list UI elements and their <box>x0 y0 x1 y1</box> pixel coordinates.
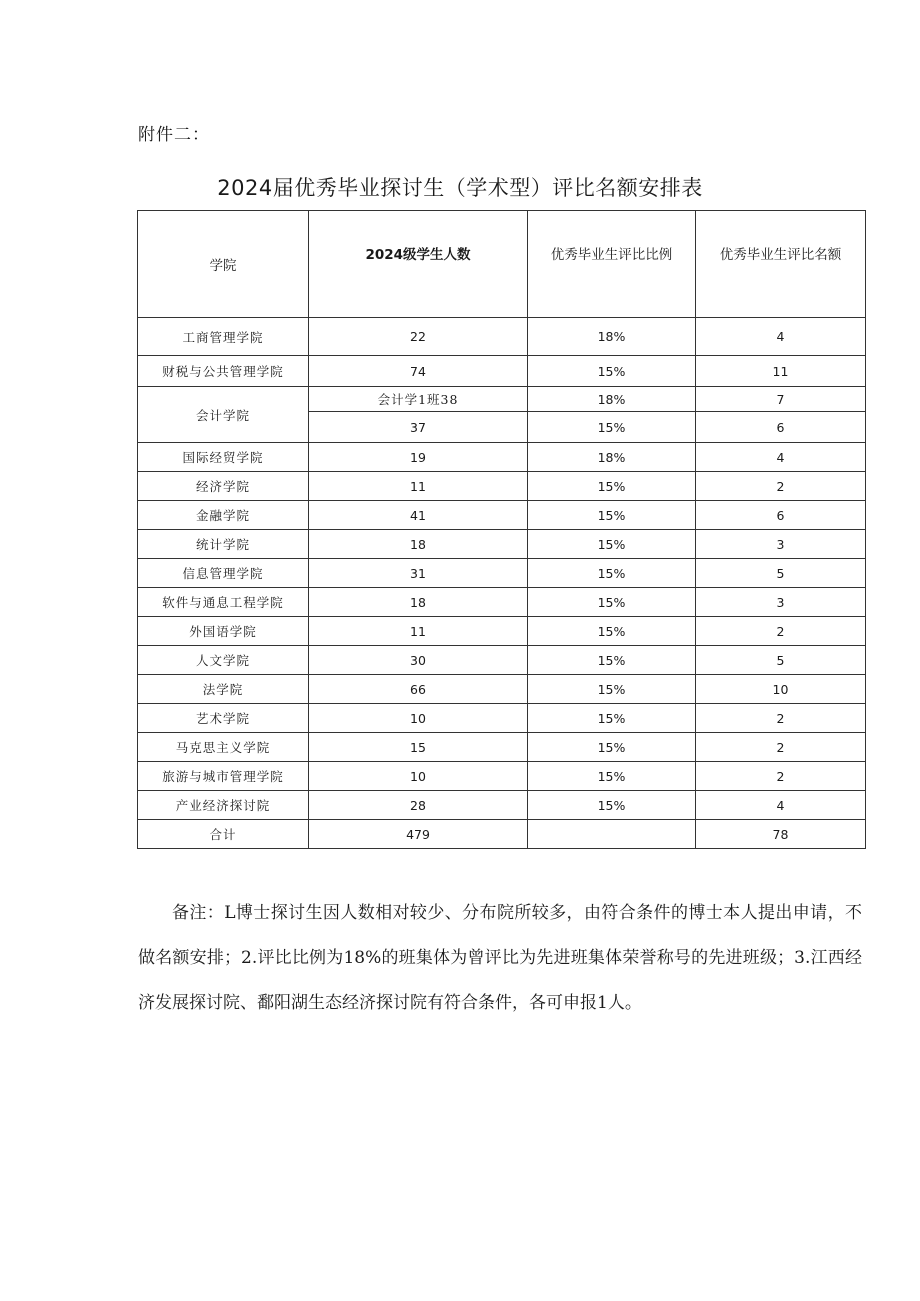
college-cell: 经济学院 <box>138 472 309 501</box>
count-cell: 11 <box>309 617 528 646</box>
count-cell: 18 <box>309 530 528 559</box>
ratio-cell: 18% <box>528 318 696 356</box>
count-cell: 18 <box>309 588 528 617</box>
college-cell: 艺术学院 <box>138 704 309 733</box>
count-cell: 66 <box>309 675 528 704</box>
ratio-cell: 15% <box>528 356 696 387</box>
count-cell: 10 <box>309 704 528 733</box>
count-cell: 19 <box>309 443 528 472</box>
attachment-label: 附件二： <box>138 125 210 145</box>
college-cell: 产业经济探讨院 <box>138 791 309 820</box>
college-cell: 金融学院 <box>138 501 309 530</box>
count-cell: 22 <box>309 318 528 356</box>
ratio-cell: 18% <box>528 387 696 412</box>
quota-cell: 4 <box>696 791 866 820</box>
table-row <box>138 443 866 472</box>
ratio-cell: 15% <box>528 472 696 501</box>
ratio-cell: 15% <box>528 791 696 820</box>
ratio-cell: 15% <box>528 530 696 559</box>
quota-cell: 11 <box>696 356 866 387</box>
table-row <box>138 733 866 762</box>
ratio-cell: 15% <box>528 412 696 443</box>
quota-table <box>137 210 866 849</box>
table-row <box>138 617 866 646</box>
quota-cell: 2 <box>696 617 866 646</box>
quota-cell: 3 <box>696 530 866 559</box>
table-row <box>138 318 866 356</box>
table-row <box>138 530 866 559</box>
table-header-row <box>138 211 866 318</box>
ratio-cell: 15% <box>528 559 696 588</box>
count-cell: 37 <box>309 412 528 443</box>
quota-cell: 6 <box>696 412 866 443</box>
header-ratio: 优秀毕业生评比比例 <box>528 211 696 318</box>
college-cell: 信息管理学院 <box>138 559 309 588</box>
table-row <box>138 704 866 733</box>
remarks-paragraph: 备注：L博士探讨生因人数相对较少、分布院所较多，由符合条件的博士本人提出申请，不做名额安排；2.评比比例为18%的班集体为曾评比为先进班集体荣誉称号的先进班级；3.江西经济发展探讨院、鄱阳湖生态经济探讨院有符合条件，各可申报1人。 <box>138 903 862 1013</box>
quota-cell: 5 <box>696 559 866 588</box>
count-cell: 28 <box>309 791 528 820</box>
ratio-cell: 15% <box>528 762 696 791</box>
quota-cell: 2 <box>696 762 866 791</box>
table-row <box>138 675 866 704</box>
ratio-cell: 15% <box>528 588 696 617</box>
header-student-count: 2024级学生人数 <box>309 211 528 318</box>
table-row <box>138 588 866 617</box>
table-row <box>138 472 866 501</box>
quota-cell: 4 <box>696 318 866 356</box>
header-college: 学院 <box>138 211 309 318</box>
table-row <box>138 762 866 791</box>
quota-cell: 7 <box>696 387 866 412</box>
ratio-cell: 15% <box>528 501 696 530</box>
college-cell: 人文学院 <box>138 646 309 675</box>
ratio-cell: 15% <box>528 646 696 675</box>
college-cell: 财税与公共管理学院 <box>138 356 309 387</box>
ratio-cell: 18% <box>528 443 696 472</box>
college-cell: 马克思主义学院 <box>138 733 309 762</box>
ratio-cell: 15% <box>528 704 696 733</box>
total-row <box>138 820 866 849</box>
quota-cell: 2 <box>696 704 866 733</box>
table-row <box>138 791 866 820</box>
table-row <box>138 387 866 412</box>
quota-cell: 6 <box>696 501 866 530</box>
college-cell: 国际经贸学院 <box>138 443 309 472</box>
quota-cell: 4 <box>696 443 866 472</box>
college-cell: 工商管理学院 <box>138 318 309 356</box>
count-cell: 15 <box>309 733 528 762</box>
quota-cell: 2 <box>696 472 866 501</box>
college-cell: 会计学院 <box>138 387 309 443</box>
college-cell: 法学院 <box>138 675 309 704</box>
quota-cell: 10 <box>696 675 866 704</box>
count-cell: 30 <box>309 646 528 675</box>
quota-cell: 3 <box>696 588 866 617</box>
quota-cell: 2 <box>696 733 866 762</box>
total-count-cell: 479 <box>309 820 528 849</box>
college-cell: 统计学院 <box>138 530 309 559</box>
table-row <box>138 356 866 387</box>
count-cell: 会计学1班38 <box>309 387 528 412</box>
college-cell: 软件与通息工程学院 <box>138 588 309 617</box>
count-cell: 31 <box>309 559 528 588</box>
ratio-cell: 15% <box>528 733 696 762</box>
college-cell: 外国语学院 <box>138 617 309 646</box>
table-row <box>138 559 866 588</box>
total-label-cell: 合计 <box>138 820 309 849</box>
count-cell: 11 <box>309 472 528 501</box>
count-cell: 74 <box>309 356 528 387</box>
document-title: 2024届优秀毕业探讨生（学术型）评比名额安排表 <box>217 176 703 200</box>
table-row <box>138 501 866 530</box>
quota-cell: 5 <box>696 646 866 675</box>
college-cell: 旅游与城市管理学院 <box>138 762 309 791</box>
total-quota-cell: 78 <box>696 820 866 849</box>
count-cell: 10 <box>309 762 528 791</box>
total-ratio-cell <box>528 820 696 849</box>
ratio-cell: 15% <box>528 617 696 646</box>
table-row <box>138 646 866 675</box>
ratio-cell: 15% <box>528 675 696 704</box>
header-quota: 优秀毕业生评比名额 <box>696 211 866 318</box>
count-cell: 41 <box>309 501 528 530</box>
